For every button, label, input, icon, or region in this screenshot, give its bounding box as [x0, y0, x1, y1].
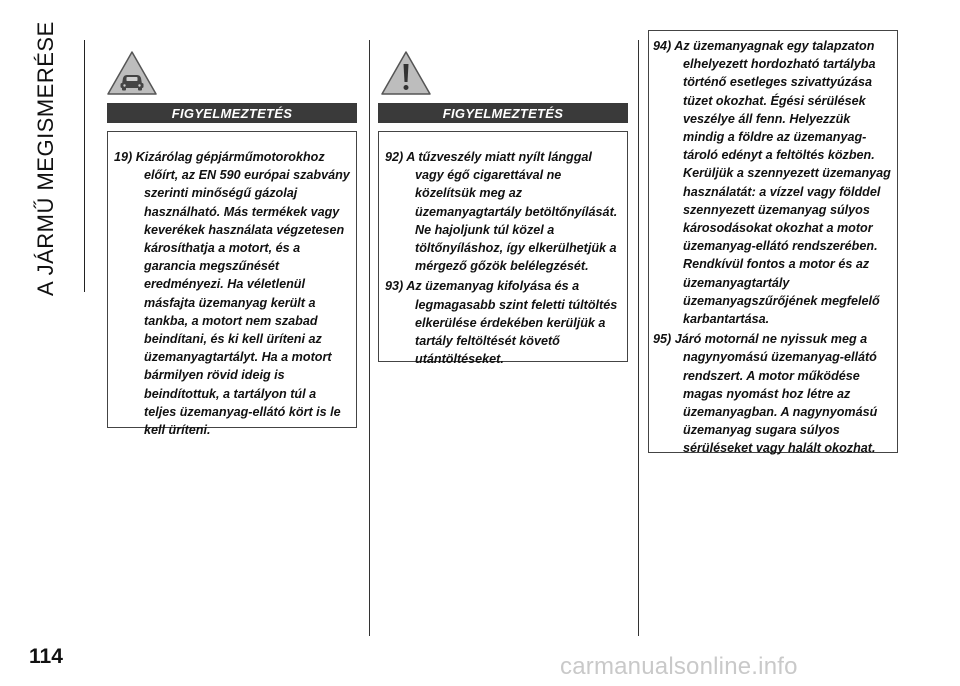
- side-title-rule: [84, 40, 85, 292]
- car-warning-icon: [106, 50, 158, 96]
- warning-note: 93) Az üzemanyag kifolyása és a legmagasabb szint feletti túltöltés elkerülése érdekében kerüljük a tartály feltöltését követő utántöltéseket.: [385, 279, 618, 367]
- warning-header: [378, 103, 628, 123]
- column-divider: [369, 40, 370, 636]
- warning-box: [107, 131, 357, 438]
- warning-note: 92) A tűzveszély miatt nyílt lánggal vagy égő cigarettával ne közelítsük meg az üzemanyagtartály betöltőnyílását. Ne hajoljunk túl közel a töltőnyíláshoz, így elkerülhetjük a mérgező gőzök belélegzését.: [385, 150, 618, 274]
- warning-header-text: FIGYELMEZTETÉS: [171, 105, 293, 121]
- warning-note: 94) Az üzemanyagnak egy talapzaton elhelyezett hordozható tartályba történő esetleges szivattyúzása tüzet okozhat. Égési sérülések veszélye áll fenn. Helyezzük mindig a földre az üzemanyag-tároló edényt a feltöltés közben. Kerüljük a szennyezett üzemanyag használatát: a vízzel vagy földdel szennyezett üzemanyag súlyos károsodásokat okozhat a motor üzemanyag-ellátó rendszerében. Rendkívül fontos a motor és az üzemanyagtartály üzemanyagszűrőjének megfelelő karbantartása.: [653, 39, 891, 327]
- exclamation-warning-icon: [380, 50, 432, 96]
- watermark: carmanualsonline.info: [560, 653, 798, 680]
- warning-header: [107, 103, 357, 123]
- warning-box: [378, 131, 628, 367]
- warning-note: 19) Kizárólag gépjárműmotorokhoz előírt, az EN 590 európai szabvány szerinti minőségű gázolaj használható. Más termékek vagy keverékek használata végzetesen károsíthatja a motort, és a garancia megszűnését eredményezi. Ha véletlenül másfajta üzemanyag került a tankba, a motort nem szabad beindítani, és ki kell üríteni az üzemanyagtartályt. Ha a motort bármilyen rövid ideig is beindítottuk, a tartályon túl a teljes üzemanyag-ellátó kört is le kell üríteni.: [114, 150, 350, 438]
- warning-box-continued: [648, 30, 898, 456]
- column-divider: [638, 40, 639, 636]
- warning-note: 95) Járó motornál ne nyissuk meg a nagynyomású üzemanyag-ellátó rendszert. A motor működése magas nyomást hoz létre az üzemanyagban. A nagynyomású üzemanyag sugara súlyos sérüléseket vagy halált okozhat.: [653, 332, 878, 456]
- chapter-side-title-text: A JÁRMŰ MEGISMERÉSE: [33, 21, 58, 296]
- warning-header-text: FIGYELMEZTETÉS: [442, 105, 564, 121]
- page-number: 114: [29, 645, 63, 668]
